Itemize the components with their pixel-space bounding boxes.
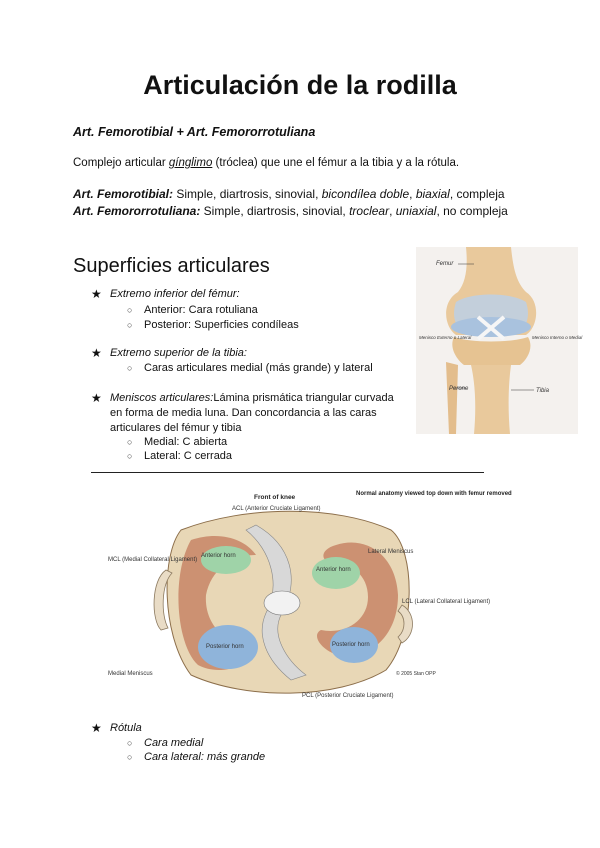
- circle-bullet-icon: ○: [127, 363, 133, 373]
- intro-paragraph: [73, 157, 459, 169]
- bullet-tibia-item: Caras articulares medial (más grande) y lateral: [144, 362, 373, 374]
- star-bullet-icon: ★: [91, 391, 102, 405]
- def-text: Simple, diartrosis, sinovial,: [200, 204, 350, 218]
- def-text: , no compleja: [436, 204, 508, 218]
- knee-label-perone: Perone: [449, 386, 469, 392]
- def-italic: troclear: [349, 204, 390, 218]
- bullet-rotula-item: Cara medial: [144, 737, 204, 749]
- horizontal-divider: [91, 472, 484, 473]
- meniscus-label-copyright: © 2005 Stan OPP: [396, 671, 436, 677]
- bullet-meniscos-item: Lateral: C cerrada: [144, 450, 233, 462]
- def-femorotibial: [73, 187, 505, 201]
- star-bullet-icon: ★: [91, 287, 102, 301]
- meniscus-label-mcl: MCL (Medial Collateral Ligament): [108, 557, 198, 563]
- meniscus-label-lcl: LCL (Lateral Collateral Ligament): [402, 599, 491, 605]
- bullet-rotula-item: Cara lateral: más grande: [144, 751, 266, 763]
- meniscus-label-lateral-meniscus: Lateral Meniscus: [368, 549, 414, 555]
- meniscus-label-posterior-horn: Posterior horn: [206, 644, 244, 650]
- def-italic: uniaxial: [395, 204, 437, 218]
- bullet-meniscos: [110, 391, 400, 436]
- def-text: ,: [409, 187, 416, 201]
- knee-label-menisco-ext: Menisco Externo o Lateral: [419, 335, 472, 340]
- meniscus-label-anterior-horn: Anterior horn: [201, 553, 236, 559]
- knee-label-menisco-int: Menisco Interno o Medial: [532, 335, 583, 340]
- circle-bullet-icon: ○: [127, 305, 133, 315]
- section-title: Superficies articulares: [73, 255, 270, 277]
- circle-bullet-icon: ○: [127, 320, 133, 330]
- intro-post: (tróclea) que une el fémur a la tibia y a la rótula.: [212, 157, 460, 169]
- def-italic: bicondílea doble: [321, 187, 410, 201]
- bullet-meniscos-text: Lámina prismática triangular curvada en forma de media luna. Dan concordancia a las caras articulares del fémur y tibia: [110, 392, 394, 434]
- def-name: Art. Femororrotuliana:: [73, 204, 201, 218]
- bullet-tibia-title: Extremo superior de la tibia:: [110, 347, 247, 359]
- def-text: , compleja: [449, 187, 505, 201]
- bullet-meniscos-item: Medial: C abierta: [144, 436, 228, 448]
- intro-pre: Complejo articular: [73, 157, 169, 169]
- knee-anterior-illustration: [416, 247, 583, 434]
- meniscus-label-pcl: PCL (Posterior Cruciate Ligament): [302, 693, 394, 699]
- subtitle: Art. Femorotibial + Art. Femororrotuliana: [73, 125, 316, 139]
- page-title: Articulación de la rodilla: [143, 70, 457, 100]
- def-text: Simple, diartrosis, sinovial,: [173, 187, 322, 201]
- meniscus-label-front: Front of knee: [254, 494, 296, 501]
- meniscus-top-view-illustration: [106, 485, 512, 703]
- meniscus-label-posterior-horn: Posterior horn: [332, 642, 370, 648]
- meniscus-label-medial-meniscus: Medial Meniscus: [108, 671, 153, 677]
- bullet-femur-item: Anterior: Cara rotuliana: [144, 304, 258, 316]
- bullet-rotula-title: Rótula: [110, 722, 142, 734]
- star-bullet-icon: ★: [91, 721, 102, 735]
- knee-label-femur: Femur: [436, 261, 454, 267]
- intro-term: gínglimo: [168, 157, 213, 169]
- bullet-femur-title: Extremo inferior del fémur:: [110, 288, 240, 300]
- circle-bullet-icon: ○: [127, 437, 133, 447]
- meniscus-label-acl: ACL (Anterior Cruciate Ligament): [232, 506, 321, 512]
- circle-bullet-icon: ○: [127, 738, 133, 748]
- def-name: Art. Femorotibial:: [73, 187, 174, 201]
- bullet-femur-item: Posterior: Superficies condíleas: [144, 319, 299, 331]
- bullet-meniscos-title: Meniscos articulares:: [110, 392, 214, 404]
- def-femororrotuliana: [73, 204, 508, 218]
- def-text: ,: [389, 204, 396, 218]
- meniscus-label-normal: Normal anatomy viewed top down with femur removed: [356, 491, 512, 497]
- knee-label-tibia: Tibia: [536, 388, 549, 394]
- circle-bullet-icon: ○: [127, 752, 133, 762]
- meniscus-label-anterior-horn: Anterior horn: [316, 567, 351, 573]
- def-italic: biaxial: [415, 187, 450, 201]
- circle-bullet-icon: ○: [127, 451, 133, 461]
- star-bullet-icon: ★: [91, 346, 102, 360]
